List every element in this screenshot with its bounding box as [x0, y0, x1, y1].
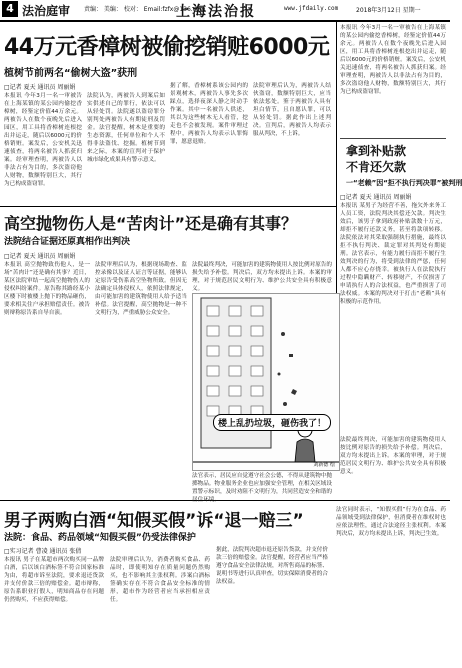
story1-headline: 44万元香樟树被偷挖销赃6000元 [4, 35, 330, 60]
story1-byline: □记者 夏天 通讯员 周丽娟 [4, 84, 76, 91]
story1-col-3: 据了解，香樟树系该公园内的景观树木，两被告人事先多次踩点，选择夜深人静之时动手作案。其中一名被告人供述，其以为这些树木无人看管，挖走也不会被发现。案件审理过程中，两被告人均表示认罪悔罪，愿意退赔。 [170, 83, 248, 145]
story1-col-2: 法院认为，两被告人到案后如实供述自己的罪行，依法可以从轻处罚。法院遂以盗窃罪分别判处两被告人有期徒刑及罚金。法官提醒，树木是重要的生态资源，任何单位和个人不得非法盗伐、挖掘。植树节到来之际，本案的宣判对于保护城市绿化成果具有警示意义。 [87, 93, 165, 163]
story3-col-3: 据此，法院判决超市退还原告货款，并支付价款三倍的赔偿金。法官提醒，经营者应当严格遵守食品安全法律法规，对所售商品的标签、说明书等进行认真审查，切实保障消费者的合法权益。 [216, 547, 328, 585]
editor-info: 责编： 美编： 校对： Email:fzfx@136.com [84, 6, 206, 13]
story2-col-3-end: 法官表示，居民应自觉遵守社会公德，不得从建筑物中抛掷物品。物业服务企业也应加强安全管理，在相关区域设置警示标识，及时劝阻不文明行为，共同营造安全和谐的居住环境。 [192, 473, 332, 503]
side-title-2: 不肯还欠款 [346, 160, 407, 174]
illustration-credit: 刘新德 绘 [313, 462, 335, 468]
page-header [0, 0, 450, 22]
cartoon-illustration [192, 293, 340, 471]
side-story-top-text: 本报讯 今年3月一名一审被告在上海某镇的某公园内偷挖香樟树，经鉴定价值44万余元。两被告人在数个夜晚先后进入园区，用工具将香樟树连根挖出并运走，随后以6000元的价格销赃。案发后，公安机关迅速侦查，将两名被告人抓获归案。经审理查明，两被告人以非法占有为目的，多次盗窃他人财物，数额特别巨大，其行为已构成盗窃罪。 [340, 25, 446, 95]
side-title-1: 拿到补贴款 [346, 144, 407, 158]
story1-subhead: 植树节前两名“偷树大盗”获刑 [4, 68, 138, 79]
issue-date: 2018年3月12日 星期一 [356, 7, 421, 14]
side-body-end: 法院最终判决，可能加害的建筑物使用人按比例对原告的损失给予补偿。判决后，双方均未提出上诉。本案的审理，对于规范居民文明行为、维护公共安全具有积极意义。 [340, 437, 446, 475]
story3-col-1: 本报讯 男子在某超市两次购买同一品牌白酒，后以该白酒标签不符合国家标准为由，将超市诉至法院，要求退还货款并支付价款三倍的赔偿金。超市辩称，原告系职业打假人，明知商品存在问题仍然购买，不应获得赔偿。 [4, 557, 104, 603]
story2-col-3: 法院最终判决，可能加害的建筑物使用人按比例对原告的损失给予补偿。判决后，双方均未提出上诉。本案的审理，对于规范居民文明行为、维护公共安全具有积极意义。 [192, 262, 332, 292]
story2-byline: □记者 夏天 通讯员 周丽娟 [4, 253, 76, 260]
story-divider-1 [0, 206, 336, 207]
story1-col-1: 本报讯 今年3月一名一审被告在上海某镇的某公园内偷挖香樟树，经鉴定价值44万余元。两被告人在数个夜晚先后进入园区，用工具将香樟树连根挖出并运走，随后以6000元的价格销赃。案发后，公安机关迅速侦查，将两名被告人抓获归案。经审理查明，两被告人以非法占有为目的，多次盗窃他人财物，数额特别巨大，其行为已构成盗窃罪。 [4, 93, 82, 187]
story3-col-2: 法院审理后认为，消费者购买食品、药品时，即使明知存在质量问题仍然购买，也不影响其主张权利。涉案白酒标签确实存在不符合食品安全标准的情形，超市作为经营者应当承担相应责任。 [110, 557, 210, 603]
story3-col-4: 法官同时表示，“知假买假”行为在食品、药品领域受到法律保护，但消费者在维权时也应依法理性，通过合法途径主张权利。本案判决后，双方均未提出上诉，判决已生效。 [336, 507, 446, 537]
story2-col-2: 法院审理后认为，根据现场勘查、监控录像以及证人证言等证据，能够认定原告受伤系高空坠物所致。但因无法确定具体侵权人，依照法律规定，由可能加害的建筑物使用人给予适当补偿。法官提醒，高空抛物是一种不文明行为，严重威胁公众安全。 [95, 262, 187, 316]
website: www.jfdaily.com [284, 5, 339, 12]
story2-subhead: 法院结合证据还原真相作出判决 [4, 237, 131, 247]
story3-headline: 男子两购白酒“知假买假”诉“退一赔三” [4, 511, 304, 531]
side-body: 本报讯 某男子为经营不善，拖欠外来务工人员工资，法院判决其偿还欠款。判决生效后，该男子拿到政府补贴款数十万元，却拒不履行还款义务，甚至将款项转移。法院依法对其采取强制执行措施，最终以拒不执行判决、裁定罪对其判处有期徒刑。法官表示，有能力履行而拒不履行生效判决的行为，将受到法律的严惩，任何人都不应心存侥幸。被执行人在法院执行过程中隐瞒财产、转移财产，不仅损害了申请执行人的合法权益，也严重损害了司法权威。本案的判决对于打击“老赖”具有积极的示范作用。 [340, 203, 446, 305]
side-divider [340, 138, 446, 139]
page-number: 4 [2, 1, 18, 17]
side-byline: □记者 夏天 通讯员 周丽娟 [340, 194, 412, 201]
paper-name: 上海法治报 [176, 4, 256, 20]
speech-bubble: 楼上乱扔垃圾，砸伤我了！ [213, 414, 331, 431]
story2-col-1: 本报讯 高空抛物致伤他人，是一场“苦肉计”还是确有其事？近日，某区法院审结一起高空抛物伤人的侵权纠纷案件。原告称其路经某小区楼下时被楼上抛下的物品砸伤，要求相关住户承担赔偿责任。被告则辩称原告系自导自演。 [4, 262, 90, 316]
cartoon-drawing [193, 294, 339, 470]
story3-byline: □实习记者 曹凌 通讯员 张倩 [4, 548, 82, 555]
story1-col-4: 法院审理后认为，两被告人结伙盗窃，数额特别巨大，应当依法惩处。鉴于两被告人具有坦白情节，且自愿认罪，可以从轻处罚。据此作出上述判决。宣判后，两被告人均表示服从判决，不上诉。 [253, 83, 331, 137]
side-subhead: 一“老赖”因“拒不执行判决罪”被判刑 [346, 179, 462, 187]
story-divider-2 [0, 500, 450, 501]
story3-subhead: 法院：食品、药品领域“知假买假”仍受法律保护 [4, 533, 196, 543]
story2-headline: 高空抛物伤人是“苦肉计”还是确有其事？ [4, 214, 298, 233]
section-title: 法治庭审 [22, 4, 71, 18]
